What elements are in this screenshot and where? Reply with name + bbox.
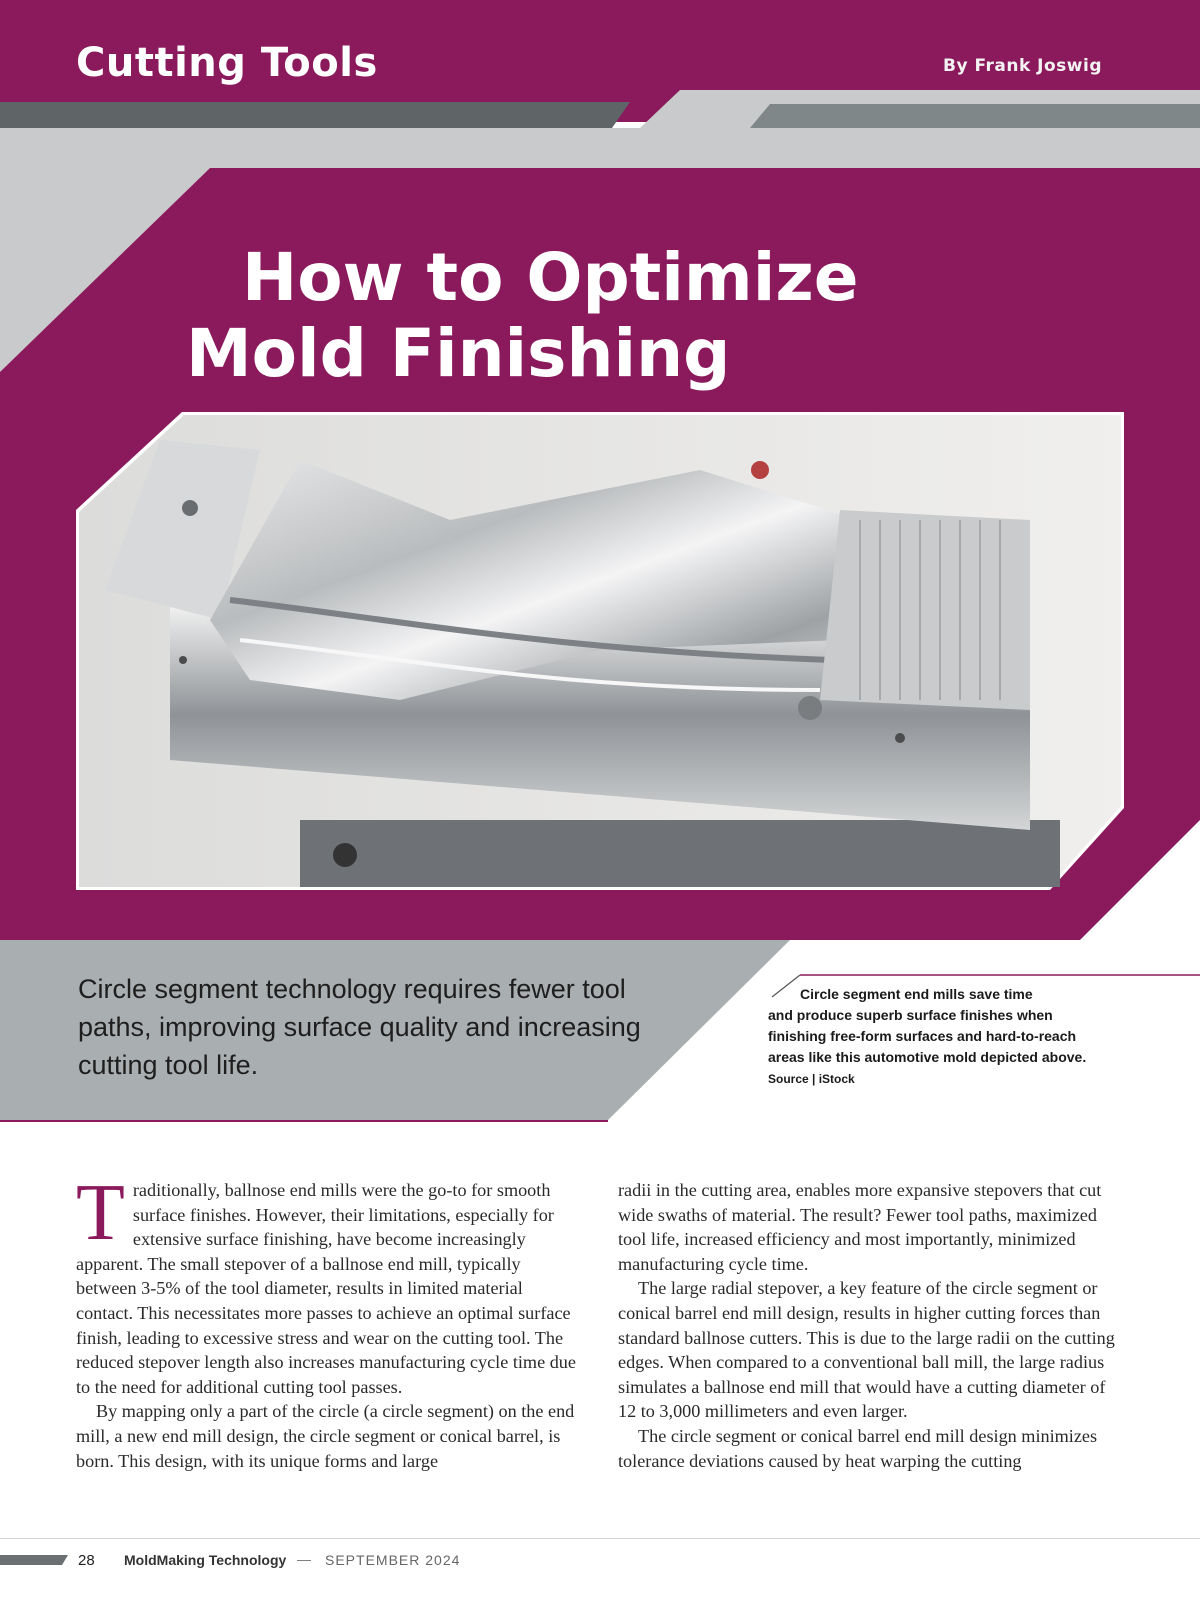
issue-date: SEPTEMBER 2024 <box>325 1552 461 1568</box>
page-number: 28 <box>78 1552 95 1569</box>
body-paragraph <box>76 1169 582 1399</box>
headline-line-2: Mold Finishing <box>186 315 731 392</box>
caption-source: Source | iStock <box>768 1072 855 1086</box>
section-label: Cutting Tools <box>76 40 378 86</box>
body-paragraph: The large radial stepover, a key feature of the circle segment or conical barrel end mill design, results in higher cutting forces than standard ballnose cutters. This is due to the large radii on the cutting edges. When compared to a conventional ball mill, the large radius simulates a ballnose end mill that would have a cutting diameter of 12 to 3,000 millimeters and even larger. <box>618 1278 1115 1422</box>
photo-caption <box>768 984 1098 1090</box>
paragraph-text: raditionally, ballnose end mills were the go-to for smooth surface finishes. However, their limitations, especially for extensive surface finishing, have become increasingly apparent. The small stepover of a ballnose end mill, typically between 3-5% of the tool diameter, results in limited material contact. This necessitates more passes to achieve an optimal surface finish, leading to excessive stress and wear on the cutting tool. The reduced stepover length also increases manufacturing cycle time due to the need for additional cutting tool passes. <box>76 1180 576 1397</box>
caption-text: and produce superb surface finishes when finishing free-form surfaces and hard-to-reach areas like this automotive mold depicted above. <box>768 1007 1087 1065</box>
body-column-right <box>618 1178 1126 1473</box>
body-column-left <box>76 1169 582 1473</box>
author-byline: By Frank Joswig <box>943 56 1102 76</box>
article-deck: Circle segment technology requires fewer tool paths, improving surface quality and increasing cutting tool life. <box>78 974 641 1080</box>
caption-first-line: Circle segment end mills save time <box>800 986 1033 1002</box>
footer-divider <box>0 1538 1200 1539</box>
body-paragraph: radii in the cutting area, enables more expansive stepovers that cut wide swaths of material. The result? Fewer tool paths, maximized tool life, increased efficiency and most importantly, minimized manufacturing cycle time. <box>618 1180 1102 1274</box>
body-paragraph: By mapping only a part of the circle (a circle segment) on the end mill, a new end mill design, the circle segment or conical barrel, is born. This design, with its unique forms and large <box>76 1401 575 1471</box>
footer-separator: — <box>297 1551 311 1567</box>
headline-line-1: How to Optimize <box>242 239 859 316</box>
publication-name: MoldMaking Technology <box>124 1552 287 1568</box>
body-paragraph: The circle segment or conical barrel end mill design minimizes tolerance deviations caused by heat warping the cutting <box>618 1425 1098 1471</box>
drop-cap: T <box>76 1169 125 1257</box>
